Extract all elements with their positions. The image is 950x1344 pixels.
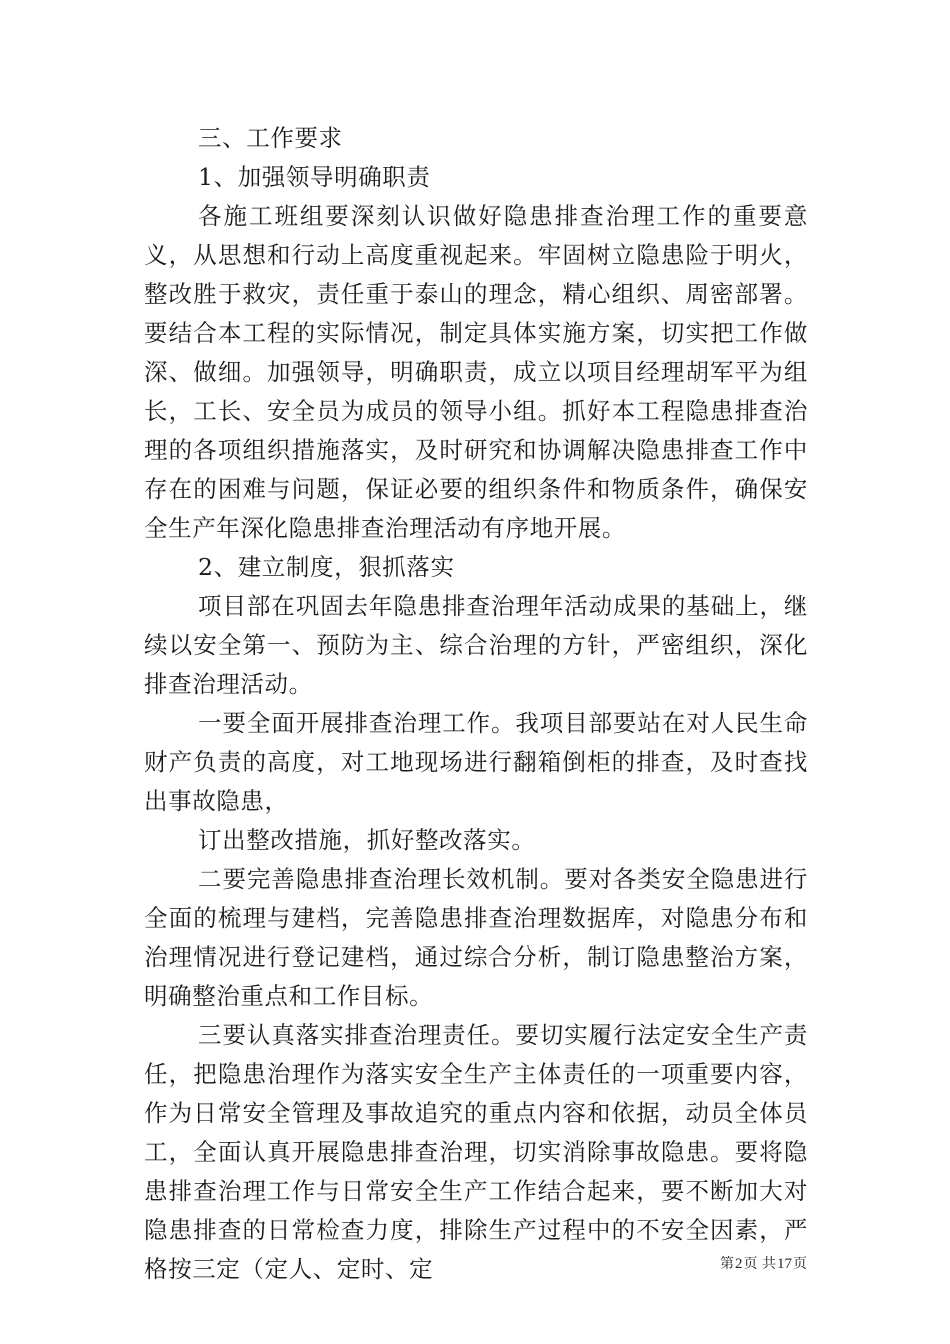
footer-prefix: 第 (720, 1256, 735, 1272)
paragraph: 订出整改措施，抓好整改落实。 (198, 826, 536, 854)
section-heading: 三、工作要求 (198, 124, 343, 152)
paragraph: 三要认真落实排查治理责任。要切实履行法定安全生产责任，把隐患治理作为落实安全生产主体责任的一项重要内容，作为日常安全管理及事故追究的重点内容和依据，动员全体员工，全面认真开展隐患排查治理，切实消除事故隐患。要将隐患排查治理工作与日常安全生产工作结合起来，要不断加大对隐患排查的日常检查力度，排除生产过程中的不安全因素，严格按三定（定人、定时、定 (144, 1021, 808, 1283)
footer-suffix: 页 (793, 1256, 807, 1272)
paragraph: 二要完善隐患排查治理长效机制。要对各类安全隐患进行全面的梳理与建档，完善隐患排查治理数据库，对隐患分布和治理情况进行登记建档，通过综合分析，制订隐患整治方案，明确整治重点和工作目标。 (144, 865, 808, 1010)
subsection-heading-1: 1、加强领导明确职责 (198, 163, 431, 191)
paragraph: 项目部在巩固去年隐患排查治理年活动成果的基础上，继续以安全第一、预防为主、综合治理的方针，严密组织，深化排查治理活动。 (144, 592, 808, 698)
subsection-heading-2: 2、建立制度，狠抓落实 (198, 553, 455, 581)
page-number: 2 (735, 1256, 743, 1272)
document-body (144, 119, 808, 1289)
paragraph: 一要全面开展排查治理工作。我项目部要站在对人民生命财产负责的高度，对工地现场进行翻箱倒柜的排查，及时查找出事故隐患， (144, 709, 808, 815)
page-footer (720, 1254, 807, 1274)
total-pages: 17 (777, 1256, 792, 1272)
paragraph: 各施工班组要深刻认识做好隐患排查治理工作的重要意义，从思想和行动上高度重视起来。牢固树立隐患险于明火，整改胜于救灾，责任重于泰山的理念，精心组织、周密部署。要结合本工程的实际情况，制定具体实施方案，切实把工作做深、做细。加强领导，明确职责，成立以项目经理胡军平为组长，工长、安全员为成员的领导小组。抓好本工程隐患排查治理的各项组织措施落实，及时研究和协调解决隐患排查工作中存在的困难与问题，保证必要的组织条件和物质条件，确保安全生产年深化隐患排查治理活动有序地开展。 (144, 202, 808, 542)
footer-middle: 页 共 (743, 1256, 776, 1272)
